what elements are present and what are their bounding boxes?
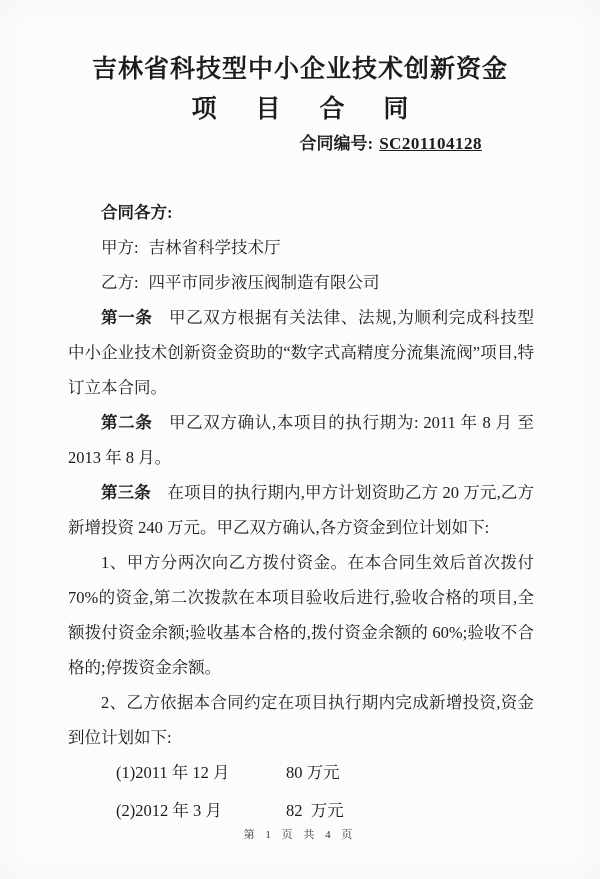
clause-2 [68, 405, 534, 475]
contract-number-line [0, 131, 600, 157]
contract-number-label: 合同编号: [299, 134, 374, 153]
contract-number-value: SC201104128 [379, 134, 482, 153]
clause-3-label: 第三条 [101, 483, 151, 502]
schedule-row [68, 793, 534, 828]
clause-3-text: 在项目的执行期内,甲方计划资助乙方 20 万元,乙方新增投资 240 万元。甲乙双方确认,各方资金到位计划如下: [68, 483, 535, 537]
clause-1 [68, 300, 534, 405]
party-b-label: 乙方: [101, 273, 139, 292]
party-b-name: 四平市同步液压阀制造有限公司 [148, 273, 380, 292]
page-footer: 第 1 页 共 4 页 [243, 829, 357, 841]
clause-1-label: 第一条 [101, 308, 153, 327]
subclause-1: 1、甲方分两次向乙方拨付资金。在本合同生效后首次拨付 70%的资金,第二次拨款在本项目验收后进行,验收合格的项目,全额拨付资金余额;验收基本合格的,拨付资金余额的 60%;验收不合格的;停拨资金余额。 [68, 553, 534, 677]
party-a-label: 甲方: [101, 238, 139, 257]
party-b-row [68, 265, 534, 300]
contract-body [0, 195, 600, 828]
schedule-amount: 80 万元 [286, 763, 340, 782]
party-a-name: 吉林省科学技术厅 [148, 238, 281, 257]
schedule-amount: 82 万元 [286, 801, 344, 820]
document-subtitle: 项 目 合 同 [191, 95, 425, 123]
schedule-row [68, 755, 534, 790]
party-a-row [68, 230, 534, 265]
clause-2-text: 甲乙双方确认,本项目的执行期为: 2011 年 8 月 至 2013 年 8 月。 [68, 413, 534, 467]
clause-1-text: 甲乙双方根据有关法律、法规,为顺利完成科技型中小企业技术创新资金资助的“数字式高精度分流集流阀”项目,特订立本合同。 [68, 308, 535, 397]
parties-heading: 合同各方: [101, 203, 173, 222]
schedule-date: (2)2012 年 3 月 [116, 801, 222, 820]
schedule-date: (1)2011 年 12 月 [116, 763, 230, 782]
document-title: 吉林省科技型中小企业技术创新资金 [91, 55, 508, 83]
clause-2-label: 第二条 [101, 413, 153, 432]
clause-3 [68, 475, 534, 545]
subclause-2: 2、乙方依据本合同约定在项目执行期内完成新增投资,资金到位计划如下: [68, 693, 534, 747]
